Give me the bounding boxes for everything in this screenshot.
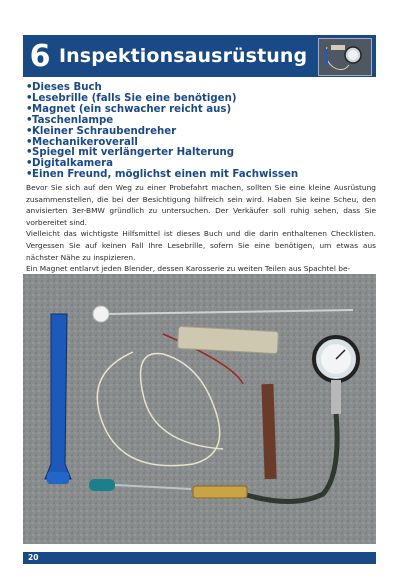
body-text bbox=[26, 182, 376, 275]
list-item: •Kleiner Schraubendreher bbox=[26, 125, 177, 137]
page-footer bbox=[23, 552, 376, 564]
chapter-title: Inspektionsausrüstung bbox=[59, 45, 308, 67]
inspection-tools-photo bbox=[23, 274, 376, 544]
list-item: •Lesebrille (falls Sie eine benötigen) bbox=[26, 92, 237, 104]
chapter-number: 6 bbox=[29, 38, 51, 74]
page-number: 20 bbox=[28, 553, 39, 562]
paragraph: Bevor Sie sich auf den Weg zu einer Probefahrt machen, sollten Sie eine kleine Ausrüstung zusammenstellen, die bei der Besichtigung hilfreich sein wird. Haben Sie keine Scheu, den anvisierten 3er-BMW gründlich zu untersuchen. Der Verkäufer soll ruhig sehen, dass Sie vorbereitet sind. bbox=[26, 183, 376, 227]
list-item: •Einen Freund, möglichst einen mit Fachwissen bbox=[26, 169, 299, 181]
equipment-checklist bbox=[26, 83, 298, 181]
list-item: •Magnet (ein schwacher reicht aus) bbox=[26, 103, 232, 115]
list-item: •Taschenlampe bbox=[26, 114, 114, 126]
list-item: •Mechanikeroverall bbox=[26, 136, 138, 148]
list-item: •Spiegel mit verlängerter Halterung bbox=[26, 147, 235, 159]
chapter-header bbox=[23, 35, 376, 77]
chapter-thumbnail-image bbox=[318, 38, 372, 76]
paragraph: Vielleicht das wichtigste Hilfsmittel ist dieses Buch und die darin enthaltenen Checklisten. Vergessen Sie auf keinen Fall Ihre Lesebrille, sofern Sie eine benötigen, um etwas aus nächster Nähe zu inspizieren. bbox=[26, 229, 376, 262]
list-item: •Digitalkamera bbox=[26, 158, 114, 170]
paragraph: Ein Magnet entlarvt jeden Blender, dessen Karosserie zu weiten Teilen aus Spachtel be- bbox=[26, 264, 351, 274]
list-item: •Dieses Buch bbox=[26, 82, 102, 93]
